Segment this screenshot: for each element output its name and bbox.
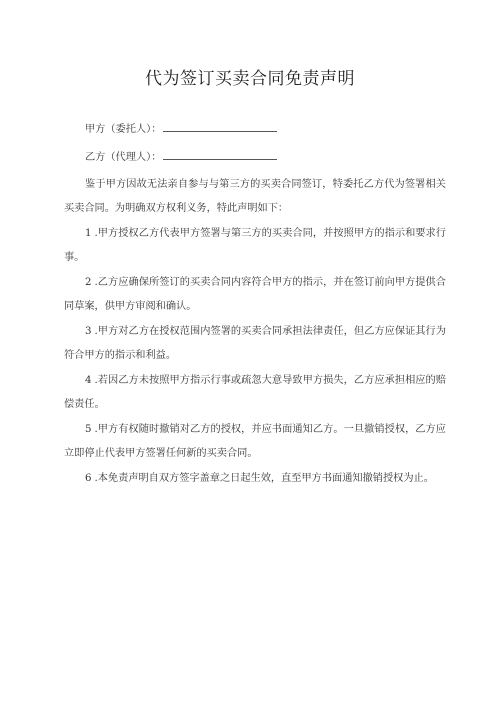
document-body xyxy=(64,117,446,492)
clause-number: 5 xyxy=(85,424,92,435)
clause-text: .甲方有权随时撤销对乙方的授权，并应书面通知乙方。一旦撤销授权，乙方应立即停止代表甲方签署任何新的买卖合同。 xyxy=(64,424,446,459)
party-a-field xyxy=(64,117,446,142)
party-b-label: 乙方（代理人）： xyxy=(85,152,162,163)
clause-text: .甲方对乙方在授权范围内签署的买卖合同承担法律责任，但乙方应保证其行为符合甲方的指示和利益。 xyxy=(64,326,446,361)
clause-number: 6 xyxy=(85,473,92,484)
party-a-label: 甲方（委托人）： xyxy=(85,124,162,135)
party-a-blank-line xyxy=(163,117,277,132)
party-b-blank-line xyxy=(163,145,277,160)
clause-item xyxy=(64,369,446,417)
clause-item xyxy=(64,271,446,319)
clause-text: .甲方授权乙方代表甲方签署与第三方的买卖合同，并按照甲方的指示和要求行事。 xyxy=(64,228,446,263)
clause-number: 2 xyxy=(85,277,92,288)
clause-text: .本免责声明自双方签字盖章之日起生效，直至甲方书面通知撤销授权为止。 xyxy=(94,473,434,484)
document-title: 代为签订买卖合同免责声明 xyxy=(145,69,355,89)
clause-item xyxy=(64,418,446,466)
intro-paragraph: 鉴于甲方因故无法亲自参与与第三方的买卖合同签订，特委托乙方代为签署相关买卖合同。为明确双方权利义务，特此声明如下： xyxy=(64,179,446,214)
clause-number: 4 xyxy=(85,375,92,386)
clause-item xyxy=(64,467,446,491)
clause-item xyxy=(64,222,446,270)
party-b-field xyxy=(64,145,446,170)
clause-item xyxy=(64,320,446,368)
clause-text: .若因乙方未按照甲方指示行事或疏忽大意导致甲方损失，乙方应承担相应的赔偿责任。 xyxy=(64,375,446,410)
clause-number: 3 xyxy=(85,326,92,337)
clause-text: .乙方应确保所签订的买卖合同内容符合甲方的指示，并在签订前向甲方提供合同草案，供甲方审阅和确认。 xyxy=(64,277,446,312)
clause-number: 1 xyxy=(85,228,92,239)
